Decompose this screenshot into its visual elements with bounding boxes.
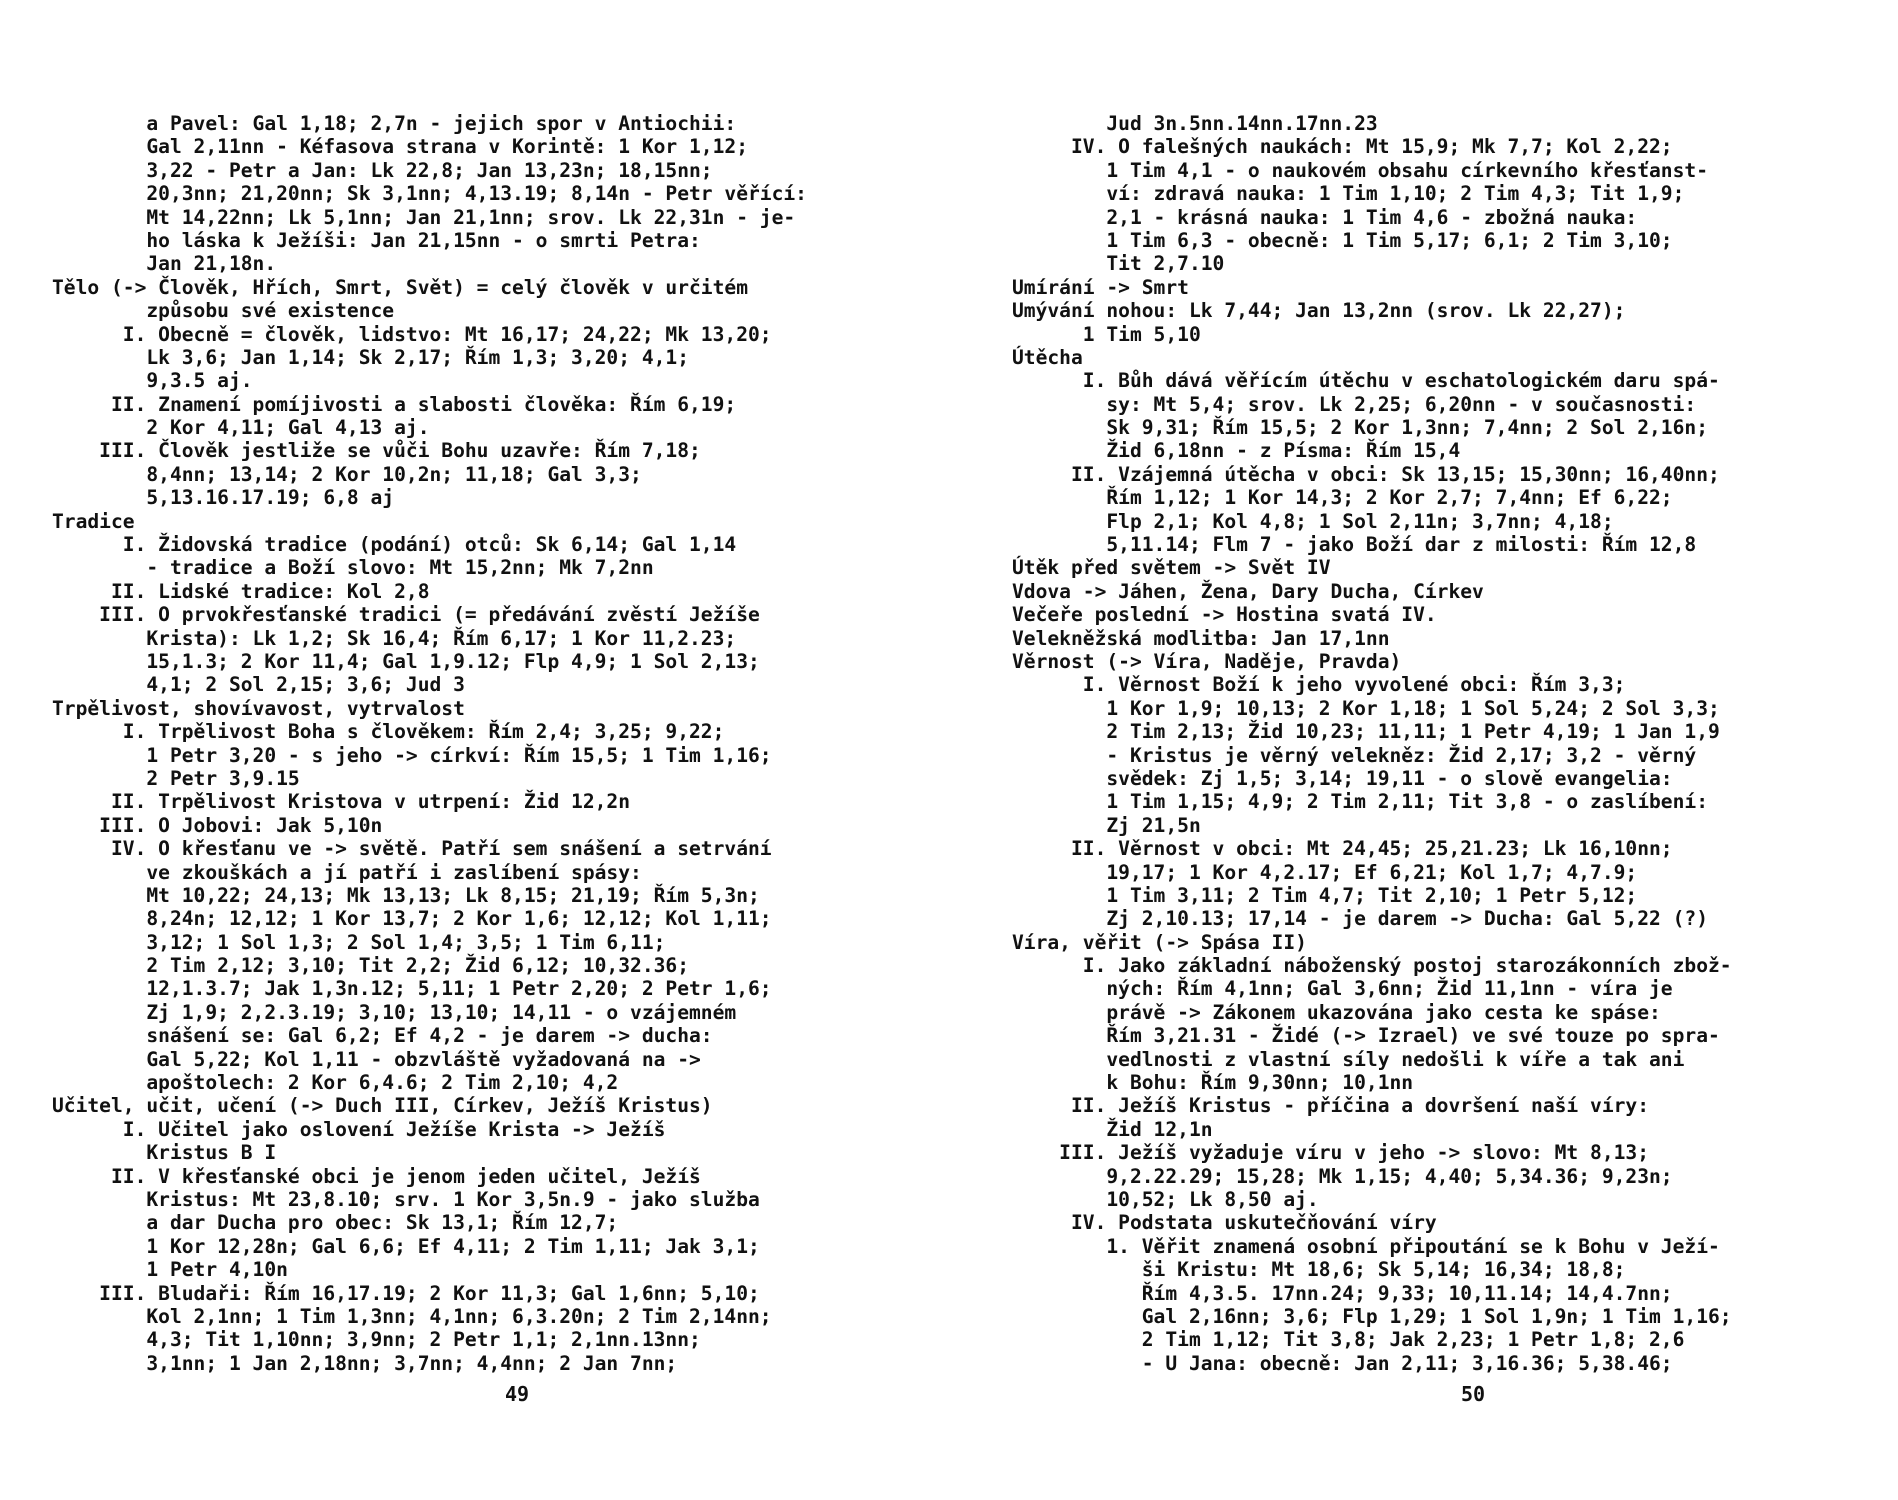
text-line: II. V křesťanské obci je jenom jeden učitel, Ježíš — [52, 1164, 701, 1188]
left-page-text — [52, 112, 902, 1375]
text-line: 19,17; 1 Kor 4,2.17; Ef 6,21; Kol 1,7; 4,7.9; — [1012, 860, 1638, 884]
text-line: Víra, věřit (-> Spása II) — [1012, 930, 1307, 954]
text-line: a Pavel: Gal 1,18; 2,7n - jejich spor v Antiochii: — [52, 112, 737, 135]
text-line: Útěk před světem -> Svět IV — [1012, 556, 1331, 580]
text-line: IV. O křesťanu ve -> světě. Patří sem snášení a setrvání — [52, 837, 772, 861]
text-line: Krista): Lk 1,2; Sk 16,4; Řím 6,17; 1 Kor 11,2.23; — [52, 626, 737, 650]
text-line: III. Člověk jestliže se vůči Bohu uzavře: Řím 7,18; — [52, 439, 701, 463]
text-line: Gal 2,16nn; 3,6; Flp 1,29; 1 Sol 1,9n; 1 Tim 1,16; — [1012, 1304, 1732, 1328]
text-line: Zj 2,10.13; 17,14 - je darem -> Ducha: Gal 5,22 (?) — [1012, 907, 1708, 931]
text-line: I. Židovská tradice (podání) otců: Sk 6,14; Gal 1,14 — [52, 533, 737, 557]
text-line: III. O Jobovi: Jak 5,10n — [52, 813, 383, 837]
text-line: svědek: Zj 1,5; 3,14; 19,11 - o slově evangelia: — [1012, 766, 1673, 790]
text-line: způsobu své existence — [52, 299, 395, 323]
text-line: 1 Tim 4,1 - o naukovém obsahu církevního křesťanst- — [1012, 158, 1708, 182]
text-line: I. Jako základní náboženský postoj starozákonních zbož- — [1012, 954, 1732, 978]
text-line: 1 Kor 12,28n; Gal 6,6; Ef 4,11; 2 Tim 1,11; Jak 3,1; — [52, 1234, 760, 1258]
text-line: ných: Řím 4,1nn; Gal 3,6nn; Žid 11,1nn - víra je — [1012, 977, 1673, 1001]
text-line: 2,1 - krásná nauka: 1 Tim 4,6 - zbožná nauka: — [1012, 205, 1638, 229]
text-line: I. Věrnost Boží k jeho vyvolené obci: Řím 3,3; — [1012, 673, 1626, 697]
text-line: Mt 14,22nn; Lk 5,1nn; Jan 21,1nn; srov. Lk 22,31n - je- — [52, 205, 796, 229]
text-line: 1 Kor 1,9; 10,13; 2 Kor 1,18; 1 Sol 5,24; 2 Sol 3,3; — [1012, 696, 1720, 720]
text-line: 2 Kor 4,11; Gal 4,13 aj. — [52, 416, 430, 440]
text-line: Zj 1,9; 2,2.3.19; 3,10; 13,10; 14,11 - o vzájemném — [52, 1000, 737, 1024]
text-line: Vdova -> Jáhen, Žena, Dary Ducha, Církev — [1012, 579, 1484, 603]
text-line: Tit 2,7.10 — [1012, 252, 1225, 276]
text-line: III. Bludaři: Řím 16,17.19; 2 Kor 11,3; Gal 1,6nn; 5,10; — [52, 1281, 760, 1305]
text-line: 4,1; 2 Sol 2,15; 3,6; Jud 3 — [52, 673, 465, 697]
text-line: Gal 2,11nn - Kéfasova strana v Korintě: 1 Kor 1,12; — [52, 135, 748, 159]
text-line: Gal 5,22; Kol 1,11 - obzvláště vyžadovaná na -> — [52, 1047, 701, 1071]
text-line: 1 Tim 6,3 - obecně: 1 Tim 5,17; 6,1; 2 Tim 3,10; — [1012, 228, 1673, 252]
text-line: II. Trpělivost Kristova v utrpení: Žid 12,2n — [52, 790, 631, 814]
text-line: - Kristus je věrný velekněz: Žid 2,17; 3,2 - věrný — [1012, 743, 1697, 767]
text-line: Učitel, učit, učení (-> Duch III, Církev, Ježíš Kristus) — [52, 1094, 713, 1118]
text-line: Flp 2,1; Kol 4,8; 1 Sol 2,11n; 3,7nn; 4,18; — [1012, 509, 1614, 533]
text-line: 1 Tim 3,11; 2 Tim 4,7; Tit 2,10; 1 Petr 5,12; — [1012, 883, 1638, 907]
text-line: Jan 21,18n. — [52, 252, 277, 276]
text-line: Umývání nohou: Lk 7,44; Jan 13,2nn (srov. Lk 22,27); — [1012, 299, 1626, 323]
text-line: 2 Tim 1,12; Tit 3,8; Jak 2,23; 1 Petr 1,8; 2,6 — [1012, 1328, 1685, 1352]
text-line: 2 Petr 3,9.15 — [52, 766, 300, 790]
text-line: I. Obecně = člověk, lidstvo: Mt 16,17; 24,22; Mk 13,20; — [52, 322, 772, 346]
text-line: 1 Tim 1,15; 4,9; 2 Tim 2,11; Tit 3,8 - o zaslíbení: — [1012, 790, 1708, 814]
text-line: Večeře poslední -> Hostina svatá IV. — [1012, 603, 1437, 627]
text-line: Umírání -> Smrt — [1012, 275, 1189, 299]
text-line: II. Znamení pomíjivosti a slabosti člověka: Řím 6,19; — [52, 392, 737, 416]
text-line: I. Trpělivost Boha s člověkem: Řím 2,4; 3,25; 9,22; — [52, 720, 725, 744]
text-line: právě -> Zákonem ukazována jako cesta ke spáse: — [1012, 1000, 1661, 1024]
text-line: 1 Tim 5,10 — [1012, 322, 1201, 346]
text-line: 12,1.3.7; Jak 1,3n.12; 5,11; 1 Petr 2,20; 2 Petr 1,6; — [52, 977, 772, 1001]
text-line: Zj 21,5n — [1012, 813, 1201, 837]
text-line: 1 Petr 4,10n — [52, 1258, 288, 1282]
text-line: 3,12; 1 Sol 1,3; 2 Sol 1,4; 3,5; 1 Tim 6,11; — [52, 930, 666, 954]
text-line: 4,3; Tit 1,10nn; 3,9nn; 2 Petr 1,1; 2,1nn.13nn; — [52, 1328, 701, 1352]
text-line: II. Věrnost v obci: Mt 24,45; 25,21.23; Lk 16,10nn; — [1012, 837, 1673, 861]
text-line: apoštolech: 2 Kor 6,4.6; 2 Tim 2,10; 4,2 — [52, 1071, 619, 1095]
text-line: 3,22 - Petr a Jan: Lk 22,8; Jan 13,23n; 18,15nn; — [52, 158, 713, 182]
text-line: k Bohu: Řím 9,30nn; 10,1nn — [1012, 1071, 1414, 1095]
text-line: Žid 12,1n — [1012, 1117, 1213, 1141]
text-line: 1. Věřit znamená osobní připoutání se k Bohu v Ježí- — [1012, 1234, 1720, 1258]
text-line: Jud 3n.5nn.14nn.17nn.23 — [1012, 112, 1378, 135]
text-line: Útěcha — [1012, 345, 1083, 369]
text-line: 5,11.14; Flm 7 - jako Boží dar z milosti: Řím 12,8 — [1012, 533, 1697, 557]
text-line: ho láska k Ježíši: Jan 21,15nn - o smrti Petra: — [52, 228, 701, 252]
text-line: ví: zdravá nauka: 1 Tim 1,10; 2 Tim 4,3; Tit 1,9; — [1012, 182, 1685, 206]
text-line: sy: Mt 5,4; srov. Lk 2,25; 6,20nn - v současnosti: — [1012, 392, 1697, 416]
text-line: Tradice — [52, 509, 135, 533]
text-line: a dar Ducha pro obec: Sk 13,1; Řím 12,7; — [52, 1211, 619, 1235]
text-line: 10,52; Lk 8,50 aj. — [1012, 1187, 1319, 1211]
text-line: Věrnost (-> Víra, Naděje, Pravda) — [1012, 649, 1402, 673]
text-line: snášení se: Gal 6,2; Ef 4,2 - je darem -> ducha: — [52, 1024, 713, 1048]
text-line: IV. Podstata uskutečňování víry — [1012, 1211, 1437, 1235]
text-line: Řím 4,3.5. 17nn.24; 9,33; 10,11.14; 14,4.7nn; — [1012, 1281, 1673, 1305]
text-line: 8,4nn; 13,14; 2 Kor 10,2n; 11,18; Gal 3,3; — [52, 462, 642, 486]
text-line: 1 Petr 3,20 - s jeho -> církví: Řím 15,5; 1 Tim 1,16; — [52, 743, 772, 767]
text-line: Řím 1,12; 1 Kor 14,3; 2 Kor 2,7; 7,4nn; Ef 6,22; — [1012, 486, 1673, 510]
text-line: Velekněžská modlitba: Jan 17,1nn — [1012, 626, 1390, 650]
text-line: Sk 9,31; Řím 15,5; 2 Kor 1,3nn; 7,4nn; 2 Sol 2,16n; — [1012, 416, 1708, 440]
text-line: 15,1.3; 2 Kor 11,4; Gal 1,9.12; Flp 4,9; 1 Sol 2,13; — [52, 649, 760, 673]
text-line: Trpělivost, shovívavost, vytrvalost — [52, 696, 465, 720]
text-line: 20,3nn; 21,20nn; Sk 3,1nn; 4,13.19; 8,14n - Petr věřící: — [52, 182, 807, 206]
text-line: 8,24n; 12,12; 1 Kor 13,7; 2 Kor 1,6; 12,12; Kol 1,11; — [52, 907, 772, 931]
text-line: Lk 3,6; Jan 1,14; Sk 2,17; Řím 1,3; 3,20; 4,1; — [52, 345, 690, 369]
text-line: 2 Tim 2,12; 3,10; Tit 2,2; Žid 6,12; 10,32.36; — [52, 954, 690, 978]
text-line: I. Bůh dává věřícím útěchu v eschatologickém daru spá- — [1012, 369, 1720, 393]
text-line: IV. O falešných naukách: Mt 15,9; Mk 7,7; Kol 2,22; — [1012, 135, 1673, 159]
text-line: 9,2.22.29; 15,28; Mk 1,15; 4,40; 5,34.36; 9,23n; — [1012, 1164, 1673, 1188]
text-line: III. Ježíš vyžaduje víru v jeho -> slovo: Mt 8,13; — [1012, 1141, 1650, 1165]
text-line: - tradice a Boží slovo: Mt 15,2nn; Mk 7,2nn — [52, 556, 654, 580]
text-line: Kristus B I — [52, 1141, 277, 1165]
text-line: Mt 10,22; 24,13; Mk 13,13; Lk 8,15; 21,19; Řím 5,3n; — [52, 883, 760, 907]
text-line: Kol 2,1nn; 1 Tim 1,3nn; 4,1nn; 6,3.20n; 2 Tim 2,14nn; — [52, 1304, 772, 1328]
text-line: Žid 6,18nn - z Písma: Řím 15,4 — [1012, 439, 1461, 463]
text-line: 3,1nn; 1 Jan 2,18nn; 3,7nn; 4,4nn; 2 Jan 7nn; — [52, 1351, 678, 1375]
text-line: II. Vzájemná útěcha v obci: Sk 13,15; 15,30nn; 16,40nn; — [1012, 462, 1720, 486]
text-line: ši Kristu: Mt 18,6; Sk 5,14; 16,34; 18,8; — [1012, 1258, 1626, 1282]
text-line: III. O prvokřesťanské tradici (= předávání zvěstí Ježíše — [52, 603, 760, 627]
text-line: II. Lidské tradice: Kol 2,8 — [52, 579, 430, 603]
text-line: I. Učitel jako oslovení Ježíše Krista -> Ježíš — [52, 1117, 666, 1141]
text-line: - U Jana: obecně: Jan 2,11; 3,16.36; 5,38.46; — [1012, 1351, 1673, 1375]
text-line: ve zkouškách a jí patří i zaslíbení spásy: — [52, 860, 642, 884]
text-line: Tělo (-> Člověk, Hřích, Smrt, Svět) = celý člověk v určitém — [52, 275, 748, 299]
text-line: Řím 3,21.31 - Židé (-> Izrael) ve své touze po spra- — [1012, 1024, 1720, 1048]
text-line: Kristus: Mt 23,8.10; srv. 1 Kor 3,5n.9 - jako služba — [52, 1187, 760, 1211]
page-number-left: 49 — [505, 1382, 530, 1406]
right-page-text — [1012, 112, 1862, 1375]
text-line: 9,3.5 aj. — [52, 369, 253, 393]
text-line: vedlnosti z vlastní síly nedošli k víře a tak ani — [1012, 1047, 1685, 1071]
page-number-right: 50 — [1461, 1382, 1486, 1406]
text-line: 2 Tim 2,13; Žid 10,23; 11,11; 1 Petr 4,19; 1 Jan 1,9 — [1012, 720, 1720, 744]
text-line: 5,13.16.17.19; 6,8 aj — [52, 486, 395, 510]
text-line: II. Ježíš Kristus - příčina a dovršení naší víry: — [1012, 1094, 1650, 1118]
